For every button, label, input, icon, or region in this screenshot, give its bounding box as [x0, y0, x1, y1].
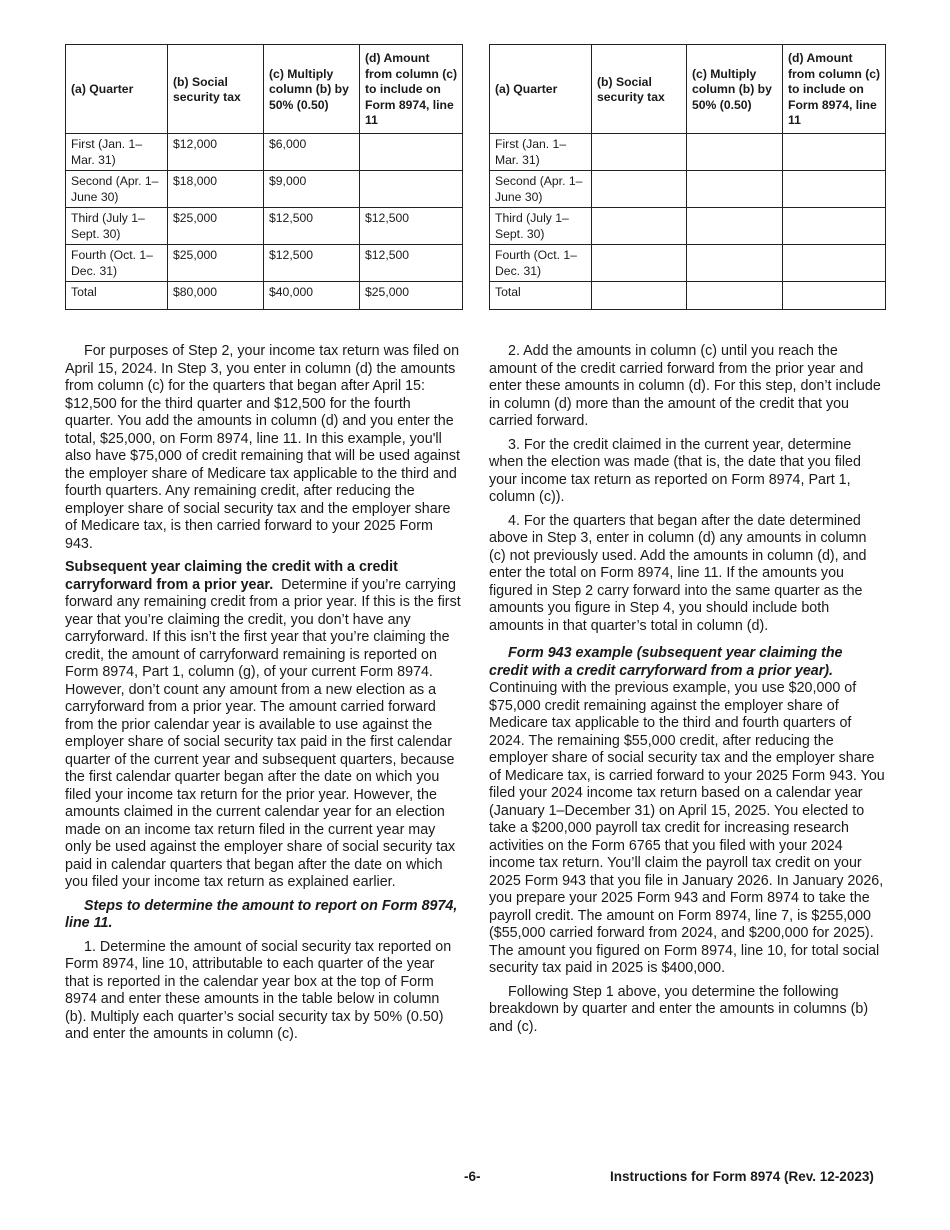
- header-multiply: (c) Multiply column (b) by 50% (0.50): [264, 45, 360, 134]
- cell-d: [783, 208, 886, 245]
- cell-b: [592, 171, 687, 208]
- paragraph: 2. Add the amounts in column (c) until you reach the amount of the credit carried forward from the prior year and enter these amounts in column (d). For this step, don’t include in column (d) more than the amount of the credit that you carried forward.: [489, 343, 881, 429]
- header-multiply: (c) Multiply column (b) by 50% (0.50): [687, 45, 783, 134]
- cell-b: $12,000: [168, 134, 264, 171]
- paragraph: 4. For the quarters that began after the date determined above in Step 3, enter in column (d) any amounts in column (c) not previously used. Add the amounts in column (d), and enter the total on Form 8974, line 11. If the amounts you figured in Step 2 carry forward into the same quarter as the amounts you figure in Step 4, you should include both amounts in that quarter’s total in column (d).: [489, 512, 867, 634]
- cell-d: $12,500: [360, 245, 463, 282]
- table-row: [66, 134, 463, 171]
- table-header-row: [490, 45, 886, 134]
- cell-c: $12,500: [264, 208, 360, 245]
- cell-b: [592, 134, 687, 171]
- right-text-column: [489, 343, 885, 1042]
- paragraph: For purposes of Step 2, your income tax return was filed on April 15, 2024. In Step 3, you enter in column (d) the amounts from column (c) for the quarters that began after April 15: $12,500 for the third quarter and $12,500 for the fourth quarter. You add the amounts in column (d) and you enter the total, $25,000, on Form 8974, line 11. In this example, you'll also have $75,000 of credit remaining that will be used against the employer share of Medicare tax applicable to the third and fourth quarters. Any remaining credit, after reducing the employer share of social security tax and the employer share of Medicare tax, is then carried forward to your 2025 Form 943.: [65, 343, 461, 552]
- cell-c: [687, 282, 783, 310]
- cell-b: $25,000: [168, 245, 264, 282]
- header-amount-line-11: (d) Amount from column (c) to include on Form 8974, line 11: [360, 45, 463, 134]
- table-row: [66, 171, 463, 208]
- cell-c: [687, 245, 783, 282]
- paragraph-body: Determine if you’re carrying forward any remaining credit from a prior year. If this is the first year that you’re claiming the credit, you don’t have any carryforward. If this isn’t the first year that you’re claiming the credit, the amount of carryforward remaining is reported on Form 8974, Part 1, column (g), of your current Form 8974. However, don’t count any amount from a new election as a carryforward from a prior year. The amount carried forward from the prior calendar year is available to use against the employer share of social security tax paid in the first calendar quarter of the current year and subsequent quarters, because the first calendar quarter began after the date on which you filed your income tax return for the prior year. However, the amounts claimed in the current calendar year for an election made on an income tax return filed in the current year may only be used against the employer share of social security tax paid in calendar quarters that began after the date on which you filed your income tax return as explained earlier.: [65, 576, 461, 890]
- section-heading: Form 943 example (subsequent year claiming the credit with a credit carryforward from a prior year).: [489, 645, 843, 679]
- cell-quarter: Total: [490, 282, 592, 310]
- cell-quarter: Total: [66, 282, 168, 310]
- cell-quarter: First (Jan. 1– Mar. 31): [66, 134, 168, 171]
- right-quarter-table: [489, 44, 886, 310]
- left-quarter-table: [65, 44, 463, 310]
- left-quarter-table-container: [65, 44, 462, 310]
- cell-c: $9,000: [264, 171, 360, 208]
- cell-d: [783, 282, 886, 310]
- cell-quarter: Fourth (Oct. 1– Dec. 31): [490, 245, 592, 282]
- header-quarter: (a) Quarter: [66, 45, 168, 134]
- header-quarter: (a) Quarter: [490, 45, 592, 134]
- cell-quarter: First (Jan. 1– Mar. 31): [490, 134, 592, 171]
- table-row: [490, 171, 886, 208]
- cell-d: [360, 134, 463, 171]
- table-row: [66, 208, 463, 245]
- table-row: [490, 245, 886, 282]
- paragraph: [489, 645, 885, 978]
- cell-b: $25,000: [168, 208, 264, 245]
- cell-b: $18,000: [168, 171, 264, 208]
- cell-d: [783, 134, 886, 171]
- paragraph: 1. Determine the amount of social security tax reported on Form 8974, line 10, attributable to each quarter of the year that is reported in the calendar year box at the top of Form 8974 and enter these amounts in the table below in column (b). Multiply each quarter’s social security tax by 50% (0.50) and enter the amounts in column (c).: [65, 938, 452, 1042]
- cell-c: [687, 208, 783, 245]
- header-social-security-tax: (b) Social security tax: [592, 45, 687, 134]
- cell-quarter: Second (Apr. 1– June 30): [490, 171, 592, 208]
- table-total-row: [490, 282, 886, 310]
- cell-c: [687, 171, 783, 208]
- section-heading: Steps to determine the amount to report on Form 8974, line 11.: [65, 897, 458, 931]
- paragraph: [65, 898, 462, 933]
- cell-b: [592, 208, 687, 245]
- paragraph: [65, 559, 462, 892]
- table-row: [66, 245, 463, 282]
- left-text-column: [65, 343, 462, 1050]
- cell-d: $25,000: [360, 282, 463, 310]
- cell-c: [687, 134, 783, 171]
- cell-b: [592, 282, 687, 310]
- table-row: [490, 208, 886, 245]
- cell-d: [783, 171, 886, 208]
- header-amount-line-11: (d) Amount from column (c) to include on Form 8974, line 11: [783, 45, 886, 134]
- paragraph-body: Continuing with the previous example, you use $20,000 of $75,000 credit remaining against the employer share of Medicare tax applicable to the third and fourth quarters of 2024. The remaining $55,000 credit, after reducing the employer share of social security tax and the employer share of Medicare tax, is carried forward to your 2025 Form 943. You filed your 2024 income tax return based on a calendar year (January 1–December 31) on April 15, 2025. You elected to take a $200,000 payroll tax credit for increasing research activities on the Form 6765 that you filed with your 2024 income tax return. You’ll claim the payroll tax credit on your 2025 Form 943 that you file in January 2026. In January 2026, you prepare your 2025 Form 943 and Form 8974 to take the payroll credit. The amount on Form 8974, line 7, is $255,000 ($55,000 carried forward from 2024, and $200,000 for 2025). The amount you figured on Form 8974, line 10, for total social security tax paid in 2025 is $400,000.: [489, 680, 885, 976]
- cell-d: [360, 171, 463, 208]
- cell-b: [592, 245, 687, 282]
- cell-quarter: Second (Apr. 1– June 30): [66, 171, 168, 208]
- right-quarter-table-container: [489, 44, 885, 310]
- paragraph: 3. For the credit claimed in the current year, determine when the election was made (that is, the date that you filed your income tax return as reported on Form 8974, Part 1, column (c)).: [489, 436, 861, 505]
- page-number: -6-: [464, 1169, 481, 1184]
- header-social-security-tax: (b) Social security tax: [168, 45, 264, 134]
- cell-quarter: Third (July 1– Sept. 30): [490, 208, 592, 245]
- cell-c: $6,000: [264, 134, 360, 171]
- table-header-row: [66, 45, 463, 134]
- cell-d: [783, 245, 886, 282]
- paragraph: Following Step 1 above, you determine the following breakdown by quarter and enter the amounts in columns (b) and (c).: [489, 983, 869, 1035]
- section-heading: Subsequent year claiming the credit with a credit carryforward from a prior year.: [65, 559, 398, 593]
- cell-quarter: Fourth (Oct. 1– Dec. 31): [66, 245, 168, 282]
- cell-b: $80,000: [168, 282, 264, 310]
- table-total-row: [66, 282, 463, 310]
- cell-d: $12,500: [360, 208, 463, 245]
- cell-quarter: Third (July 1– Sept. 30): [66, 208, 168, 245]
- cell-c: $12,500: [264, 245, 360, 282]
- form-title: Instructions for Form 8974 (Rev. 12-2023): [610, 1169, 874, 1184]
- table-row: [490, 134, 886, 171]
- cell-c: $40,000: [264, 282, 360, 310]
